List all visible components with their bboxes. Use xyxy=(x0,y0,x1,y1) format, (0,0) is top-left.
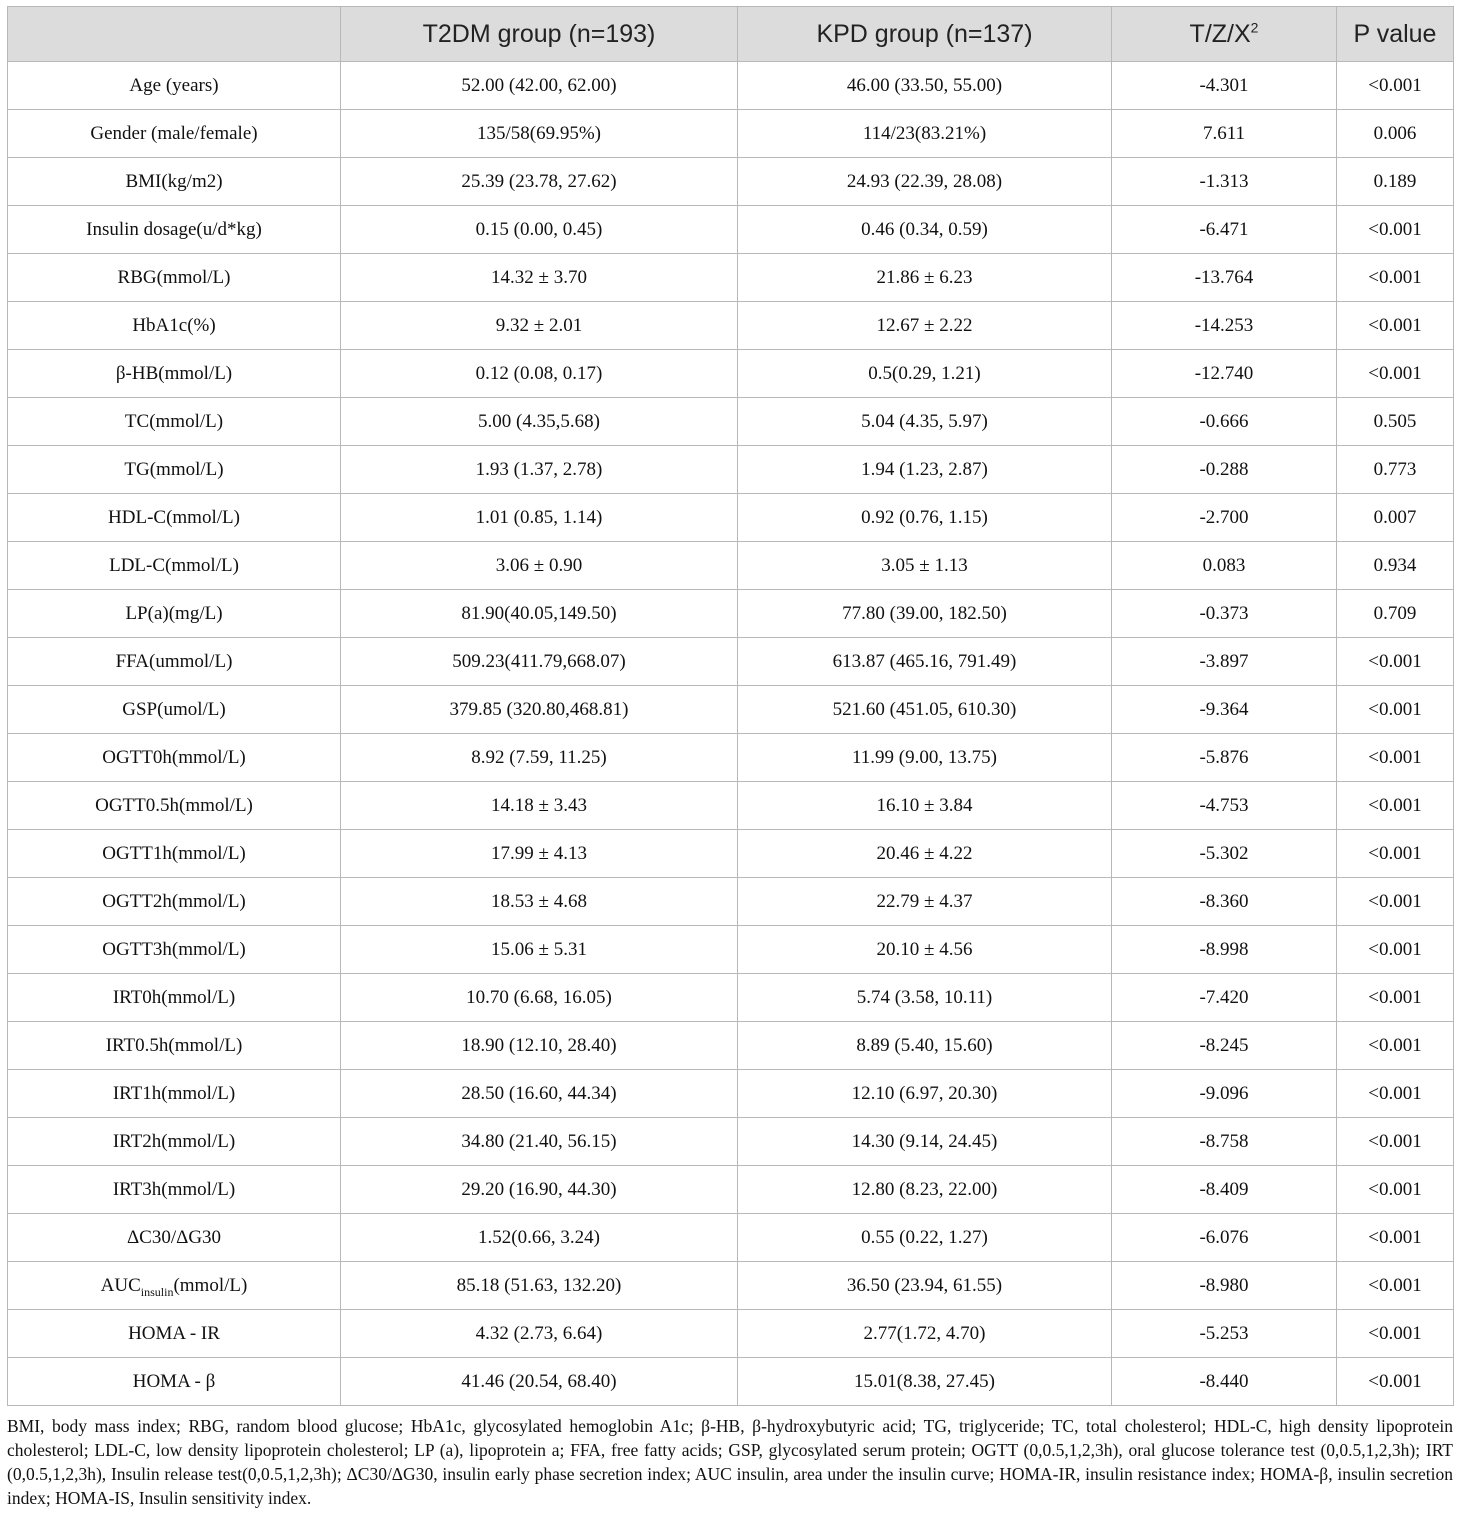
row-label xyxy=(8,206,341,254)
row-label-text: AUC xyxy=(100,1274,141,1296)
cell-t2dm: 4.32 (2.73, 6.64) xyxy=(341,1310,738,1358)
table-row xyxy=(8,446,1454,494)
cell-statistic: -13.764 xyxy=(1112,254,1337,302)
cell-t2dm: 10.70 (6.68, 16.05) xyxy=(341,974,738,1022)
table-row xyxy=(8,686,1454,734)
row-label-text: TC(mmol/L) xyxy=(124,410,224,432)
cell-kpd: 77.80 (39.00, 182.50) xyxy=(738,590,1112,638)
row-label xyxy=(8,158,341,206)
cell-t2dm: 379.85 (320.80,468.81) xyxy=(341,686,738,734)
cell-p-value: <0.001 xyxy=(1337,1070,1454,1118)
cell-t2dm: 18.90 (12.10, 28.40) xyxy=(341,1022,738,1070)
table-row xyxy=(8,542,1454,590)
table-footnote: BMI, body mass index; RBG, random blood glucose; HbA1c, glycosylated hemoglobin A1c; β-HB, β-hydroxybutyric acid; TG, triglyceride; TC, total cholesterol; HDL-C, high density lipoprotein cholesterol; LDL-C, low density lipoprotein cholesterol; LP (a), lipoprotein a; FFA, free fatty acids; GSP, glycosylated serum protein; OGTT (0,0.5,1,2,3h), oral glucose tolerance test (0,0.5,1,2,3h); IRT (0,0.5,1,2,3h), Insulin release test(0,0.5,1,2,3h); ΔC30/ΔG30, insulin early phase secretion index; AUC insulin, area under the insulin curve; HOMA-IR, insulin resistance index; HOMA-β, insulin secretion index; HOMA-IS, Insulin sensitivity index. xyxy=(7,1416,1453,1508)
cell-p-value: <0.001 xyxy=(1337,1022,1454,1070)
cell-kpd: 3.05 ± 1.13 xyxy=(738,542,1112,590)
cell-statistic: -2.700 xyxy=(1112,494,1337,542)
table-body xyxy=(8,62,1454,1406)
cell-statistic: -8.409 xyxy=(1112,1166,1337,1214)
cell-t2dm: 14.32 ± 3.70 xyxy=(341,254,738,302)
table-row xyxy=(8,1118,1454,1166)
row-label-text: Age (years) xyxy=(129,74,219,96)
row-label xyxy=(8,830,341,878)
cell-t2dm: 41.46 (20.54, 68.40) xyxy=(341,1358,738,1406)
cell-kpd: 521.60 (451.05, 610.30) xyxy=(738,686,1112,734)
cell-statistic: -0.666 xyxy=(1112,398,1337,446)
cell-kpd: 12.10 (6.97, 20.30) xyxy=(738,1070,1112,1118)
cell-p-value: <0.001 xyxy=(1337,254,1454,302)
row-label xyxy=(8,494,341,542)
cell-statistic: -4.753 xyxy=(1112,782,1337,830)
row-label xyxy=(8,542,341,590)
cell-p-value: <0.001 xyxy=(1337,1310,1454,1358)
cell-t2dm: 34.80 (21.40, 56.15) xyxy=(341,1118,738,1166)
cell-t2dm: 52.00 (42.00, 62.00) xyxy=(341,62,738,110)
cell-t2dm: 18.53 ± 4.68 xyxy=(341,878,738,926)
table-row xyxy=(8,350,1454,398)
cell-p-value: <0.001 xyxy=(1337,1214,1454,1262)
row-label xyxy=(8,974,341,1022)
table-row xyxy=(8,1070,1454,1118)
cell-kpd: 20.10 ± 4.56 xyxy=(738,926,1112,974)
cell-p-value: <0.001 xyxy=(1337,830,1454,878)
row-label-subscript: insulin xyxy=(140,1284,174,1299)
cell-p-value: <0.001 xyxy=(1337,1118,1454,1166)
cell-t2dm: 28.50 (16.60, 44.34) xyxy=(341,1070,738,1118)
cell-statistic: -8.440 xyxy=(1112,1358,1337,1406)
row-label-text: OGTT0.5h(mmol/L) xyxy=(95,794,253,816)
table-row xyxy=(8,1262,1454,1310)
row-label-text: HOMA - β xyxy=(132,1370,216,1392)
cell-kpd: 5.04 (4.35, 5.97) xyxy=(738,398,1112,446)
cell-statistic: -7.420 xyxy=(1112,974,1337,1022)
cell-statistic: -8.245 xyxy=(1112,1022,1337,1070)
row-label xyxy=(8,62,341,110)
row-label xyxy=(8,254,341,302)
table-row xyxy=(8,1022,1454,1070)
cell-statistic: -8.998 xyxy=(1112,926,1337,974)
cell-statistic: -5.302 xyxy=(1112,830,1337,878)
cell-p-value: <0.001 xyxy=(1337,1262,1454,1310)
cell-t2dm: 25.39 (23.78, 27.62) xyxy=(341,158,738,206)
table-row xyxy=(8,638,1454,686)
cell-t2dm: 8.92 (7.59, 11.25) xyxy=(341,734,738,782)
table-container xyxy=(7,6,1453,1510)
cell-t2dm: 29.20 (16.90, 44.30) xyxy=(341,1166,738,1214)
cell-p-value: <0.001 xyxy=(1337,782,1454,830)
row-label-text: IRT2h(mmol/L) xyxy=(112,1130,236,1152)
row-label-text: LP(a)(mg/L) xyxy=(125,602,223,624)
row-label-text: HbA1c(%) xyxy=(132,314,216,336)
table-row xyxy=(8,62,1454,110)
cell-p-value: 0.189 xyxy=(1337,158,1454,206)
cell-p-value: <0.001 xyxy=(1337,686,1454,734)
row-label-text: RBG(mmol/L) xyxy=(117,266,231,288)
cell-statistic: -12.740 xyxy=(1112,350,1337,398)
row-label xyxy=(8,1214,341,1262)
cell-kpd: 0.55 (0.22, 1.27) xyxy=(738,1214,1112,1262)
row-label xyxy=(8,782,341,830)
row-label xyxy=(8,926,341,974)
row-label-text: GSP(umol/L) xyxy=(122,698,226,720)
cell-p-value: 0.934 xyxy=(1337,542,1454,590)
row-label-text: FFA(ummol/L) xyxy=(115,650,233,672)
cell-t2dm: 9.32 ± 2.01 xyxy=(341,302,738,350)
cell-statistic: -9.096 xyxy=(1112,1070,1337,1118)
cell-kpd: 11.99 (9.00, 13.75) xyxy=(738,734,1112,782)
header-statistic-base: T/Z/X xyxy=(1189,19,1251,48)
table-row xyxy=(8,734,1454,782)
cell-t2dm: 17.99 ± 4.13 xyxy=(341,830,738,878)
header-statistic-sup: 2 xyxy=(1250,19,1259,36)
row-label-text: BMI(kg/m2) xyxy=(125,170,223,192)
cell-p-value: <0.001 xyxy=(1337,206,1454,254)
cell-kpd: 15.01(8.38, 27.45) xyxy=(738,1358,1112,1406)
cell-statistic: -6.471 xyxy=(1112,206,1337,254)
cell-p-value: <0.001 xyxy=(1337,1166,1454,1214)
cell-p-value: 0.007 xyxy=(1337,494,1454,542)
cell-kpd: 5.74 (3.58, 10.11) xyxy=(738,974,1112,1022)
cell-p-value: <0.001 xyxy=(1337,62,1454,110)
cell-p-value: <0.001 xyxy=(1337,878,1454,926)
row-label-suffix: (mmol/L) xyxy=(173,1274,248,1296)
row-label-text: LDL-C(mmol/L) xyxy=(109,554,239,576)
cell-t2dm: 5.00 (4.35,5.68) xyxy=(341,398,738,446)
table-row xyxy=(8,158,1454,206)
header-row xyxy=(8,7,1454,62)
cell-t2dm: 1.93 (1.37, 2.78) xyxy=(341,446,738,494)
cell-t2dm: 135/58(69.95%) xyxy=(341,110,738,158)
row-label xyxy=(8,878,341,926)
cell-kpd: 36.50 (23.94, 61.55) xyxy=(738,1262,1112,1310)
table-row xyxy=(8,878,1454,926)
cell-p-value: <0.001 xyxy=(1337,926,1454,974)
row-label-text: OGTT1h(mmol/L) xyxy=(102,842,246,864)
cell-t2dm: 0.15 (0.00, 0.45) xyxy=(341,206,738,254)
row-label xyxy=(8,398,341,446)
cell-statistic: -0.373 xyxy=(1112,590,1337,638)
row-label-text: ΔC30/ΔG30 xyxy=(126,1226,222,1248)
cell-p-value: <0.001 xyxy=(1337,734,1454,782)
cell-t2dm: 1.01 (0.85, 1.14) xyxy=(341,494,738,542)
cell-p-value: 0.006 xyxy=(1337,110,1454,158)
cell-p-value: <0.001 xyxy=(1337,638,1454,686)
row-label-text: IRT0h(mmol/L) xyxy=(112,986,236,1008)
cell-p-value: <0.001 xyxy=(1337,974,1454,1022)
row-label xyxy=(8,1262,341,1310)
table-row xyxy=(8,494,1454,542)
cell-t2dm: 14.18 ± 3.43 xyxy=(341,782,738,830)
cell-statistic: -8.980 xyxy=(1112,1262,1337,1310)
row-label xyxy=(8,1166,341,1214)
cell-statistic: -6.076 xyxy=(1112,1214,1337,1262)
cell-t2dm: 509.23(411.79,668.07) xyxy=(341,638,738,686)
cell-statistic: -9.364 xyxy=(1112,686,1337,734)
row-label-text: HOMA - IR xyxy=(128,1322,220,1344)
row-label xyxy=(8,1358,341,1406)
comparison-table xyxy=(7,6,1454,1406)
row-label xyxy=(8,590,341,638)
table-row xyxy=(8,302,1454,350)
cell-p-value: 0.505 xyxy=(1337,398,1454,446)
header-t2dm-group: T2DM group (n=193) xyxy=(341,7,738,62)
cell-p-value: <0.001 xyxy=(1337,1358,1454,1406)
cell-kpd: 1.94 (1.23, 2.87) xyxy=(738,446,1112,494)
cell-statistic: -5.876 xyxy=(1112,734,1337,782)
row-label xyxy=(8,446,341,494)
cell-kpd: 613.87 (465.16, 791.49) xyxy=(738,638,1112,686)
cell-p-value: <0.001 xyxy=(1337,302,1454,350)
row-label-text: HDL-C(mmol/L) xyxy=(108,506,240,528)
table-row xyxy=(8,830,1454,878)
table-row xyxy=(8,254,1454,302)
table-row xyxy=(8,1214,1454,1262)
cell-t2dm: 0.12 (0.08, 0.17) xyxy=(341,350,738,398)
cell-kpd: 2.77(1.72, 4.70) xyxy=(738,1310,1112,1358)
table-row xyxy=(8,782,1454,830)
header-statistic xyxy=(1112,7,1337,62)
row-label xyxy=(8,302,341,350)
row-label xyxy=(8,1070,341,1118)
row-label xyxy=(8,1022,341,1070)
row-label xyxy=(8,1310,341,1358)
row-label xyxy=(8,686,341,734)
cell-p-value: 0.709 xyxy=(1337,590,1454,638)
row-label-text: OGTT3h(mmol/L) xyxy=(102,938,246,960)
table-row xyxy=(8,974,1454,1022)
cell-kpd: 8.89 (5.40, 15.60) xyxy=(738,1022,1112,1070)
cell-p-value: 0.773 xyxy=(1337,446,1454,494)
row-label xyxy=(8,638,341,686)
row-label-text: Insulin dosage(u/d*kg) xyxy=(86,218,262,240)
cell-t2dm: 15.06 ± 5.31 xyxy=(341,926,738,974)
row-label-text: IRT0.5h(mmol/L) xyxy=(105,1034,243,1056)
row-label xyxy=(8,1118,341,1166)
cell-kpd: 114/23(83.21%) xyxy=(738,110,1112,158)
header-p-value: P value xyxy=(1337,7,1454,62)
row-label-text: β-HB(mmol/L) xyxy=(115,362,233,384)
cell-kpd: 20.46 ± 4.22 xyxy=(738,830,1112,878)
cell-kpd: 22.79 ± 4.37 xyxy=(738,878,1112,926)
cell-kpd: 21.86 ± 6.23 xyxy=(738,254,1112,302)
cell-statistic: -14.253 xyxy=(1112,302,1337,350)
row-label xyxy=(8,350,341,398)
header-kpd-group: KPD group (n=137) xyxy=(738,7,1112,62)
table-row xyxy=(8,1166,1454,1214)
cell-kpd: 24.93 (22.39, 28.08) xyxy=(738,158,1112,206)
cell-kpd: 46.00 (33.50, 55.00) xyxy=(738,62,1112,110)
cell-kpd: 16.10 ± 3.84 xyxy=(738,782,1112,830)
cell-statistic: -8.758 xyxy=(1112,1118,1337,1166)
cell-statistic: -1.313 xyxy=(1112,158,1337,206)
row-label-text: Gender (male/female) xyxy=(90,122,258,144)
table-row xyxy=(8,1358,1454,1406)
cell-p-value: <0.001 xyxy=(1337,350,1454,398)
table-row xyxy=(8,110,1454,158)
row-label xyxy=(8,734,341,782)
row-label-text: OGTT0h(mmol/L) xyxy=(102,746,246,768)
table-row xyxy=(8,206,1454,254)
table-header xyxy=(8,7,1454,62)
table-row xyxy=(8,398,1454,446)
row-label-text: TG(mmol/L) xyxy=(124,458,224,480)
cell-t2dm: 1.52(0.66, 3.24) xyxy=(341,1214,738,1262)
cell-statistic: -4.301 xyxy=(1112,62,1337,110)
table-row xyxy=(8,926,1454,974)
row-label-text: IRT3h(mmol/L) xyxy=(112,1178,236,1200)
cell-statistic: 7.611 xyxy=(1112,110,1337,158)
cell-t2dm: 81.90(40.05,149.50) xyxy=(341,590,738,638)
header-variable xyxy=(8,7,341,62)
cell-kpd: 0.46 (0.34, 0.59) xyxy=(738,206,1112,254)
cell-statistic: -0.288 xyxy=(1112,446,1337,494)
table-row xyxy=(8,1310,1454,1358)
row-label-text: IRT1h(mmol/L) xyxy=(112,1082,236,1104)
cell-kpd: 14.30 (9.14, 24.45) xyxy=(738,1118,1112,1166)
row-label xyxy=(8,110,341,158)
cell-t2dm: 3.06 ± 0.90 xyxy=(341,542,738,590)
cell-kpd: 12.80 (8.23, 22.00) xyxy=(738,1166,1112,1214)
cell-statistic: 0.083 xyxy=(1112,542,1337,590)
cell-statistic: -3.897 xyxy=(1112,638,1337,686)
table-row xyxy=(8,590,1454,638)
cell-statistic: -5.253 xyxy=(1112,1310,1337,1358)
row-label-text: OGTT2h(mmol/L) xyxy=(102,890,246,912)
cell-kpd: 12.67 ± 2.22 xyxy=(738,302,1112,350)
cell-statistic: -8.360 xyxy=(1112,878,1337,926)
cell-kpd: 0.92 (0.76, 1.15) xyxy=(738,494,1112,542)
cell-t2dm: 85.18 (51.63, 132.20) xyxy=(341,1262,738,1310)
cell-kpd: 0.5(0.29, 1.21) xyxy=(738,350,1112,398)
